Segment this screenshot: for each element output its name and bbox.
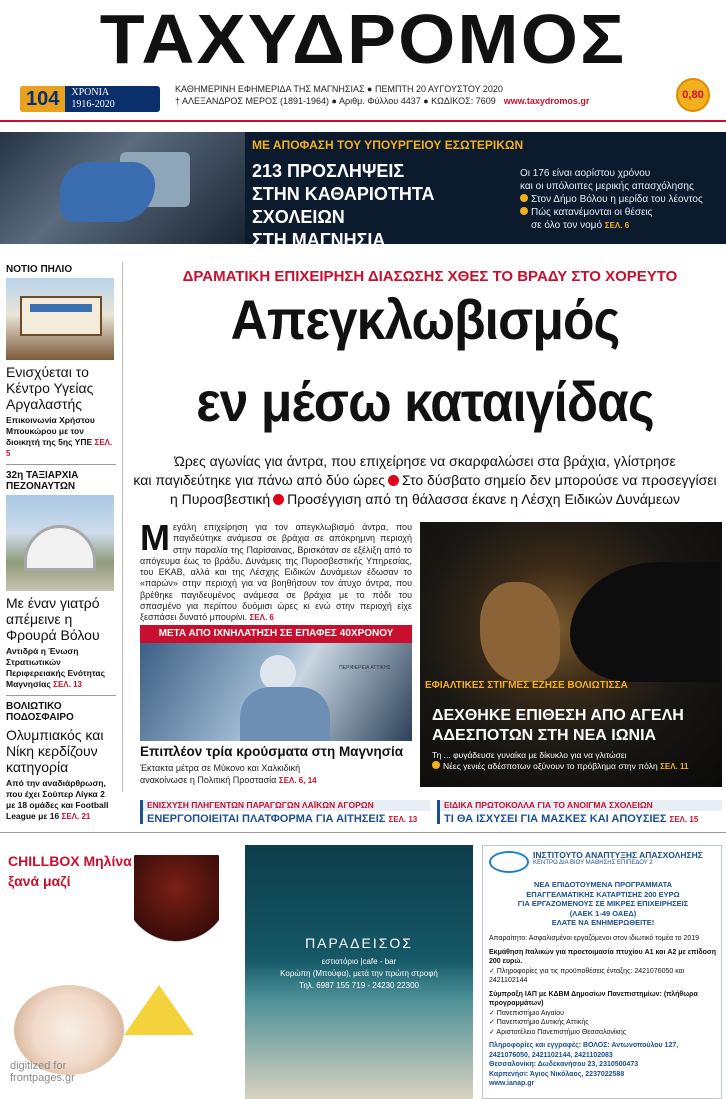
ianap-logo (489, 851, 529, 873)
covid-photo[interactable] (140, 643, 412, 741)
info-line-1: ΚΑΘΗΜΕΡΙΝΗ ΕΦΗΜΕΡΙΔΑ ΤΗΣ ΜΑΓΝΗΣΙΑΣ ● ΠΕΜΠΤΗ 20 ΑΥΓΟΥΣΤΟΥ 2020 (175, 84, 503, 94)
main-deck: Ώρες αγωνίας για άντρα, που επιχείρησε να σκαρφαλώσει στα βράχια, γλίστρησε και παγιδεύτηκε για πάνω από δύο ώρες Στο δύσβατο σημείο δεν μπορούσε να προσεγγίσει η Πυροσβεστική Προσέγγιση από τη θάλασσα έκανε η Λέσχη Ειδικών Δυνάμεων (133, 453, 717, 507)
bullet-icon (432, 761, 440, 769)
left-column: ΝΟΤΙΟ ΠΗΛΙΟ Ενισχύεται το Κέντρο Υγείας Αργαλαστής Επικοινωνία Χρήστου Μπουκώρου με τον διοικητή της 5ης ΥΠΕ ΣΕΛ. 5 32η ΤΑΞΙΑΡΧΙΑ ΠΕΖΟΝΑΥΤΩΝ Με έναν γιατρό απέμεινε η Φρουρά Βόλου Αντιδρά η Ένωση Στρατιωτικών Περιφερειακής Ενότητας Μαγνησίας ΣΕΛ. 13 ΒΟΛΙΩΤΙΚΟ ΠΟΔΟΣΦΑΙΡΟ Ολυμπιακός και Νίκη κερδίζουν κατηγορία Από την αναδιάρθρωση, που έχει Σούπερ Λίγκα 2 με 18 ομάδες και Football League με 16 ΣΕΛ. 21 (6, 264, 116, 822)
column-divider (122, 262, 123, 792)
divider (6, 695, 116, 696)
banner-side-text: Οι 176 είναι αορίστου χρόνου και οι υπόλοιπες μερικής απασχόλησης Στον Δήμο Βόλου η μερίδα του λέοντος Πώς κατανέμονται οι θέσεις σε όλο τον νομό ΣΕΛ. 6 (520, 168, 703, 231)
story-headline[interactable]: Με έναν γιατρό απέμεινε η Φρουρά Βόλου (6, 595, 100, 643)
paradeisos-ad[interactable]: ΠΑΡΑΔΕΙΣΟΣ εστιατόριο |cafe - bar Κορώπη (Μπούφα), μετά την πρώτη στροφή Τηλ. 6987 155 719 - 24230 22300 (245, 845, 473, 1099)
divider (6, 464, 116, 465)
bullet-icon (273, 494, 284, 505)
chillbox-ad[interactable]: CHILLBOX Μηλίνα ξανά μαζί digitized for frontpages.gr (4, 845, 229, 1099)
main-headline[interactable]: Απεγκλωβισμός εν μέσω καταιγίδας (196, 288, 654, 433)
dog-photo[interactable] (420, 522, 722, 787)
website-link[interactable]: www.taxydromos.gr (503, 96, 590, 106)
covid-kicker: ΜΕΤΑ ΑΠΟ ΙΧΝΗΛΑΤΗΣΗ ΣΕ ΕΠΑΦΕΣ 40ΧΡΟΝΟΥ (140, 625, 412, 643)
strip-market-platform[interactable]: ΕΝΙΣΧΥΣΗ ΠΛΗΓΕΝΤΩΝ ΠΑΡΑΓΩΓΩΝ ΛΑΪΚΩΝ ΑΓΟΡΩΝ ΕΝΕΡΓΟΠΟΙΕΙΤΑΙ ΠΛΑΤΦΟΡΜΑ ΓΙΑ ΑΙΤΗΣΕΙΣ ΣΕΛ. 13 (140, 800, 430, 824)
story-headline[interactable]: Ενισχύεται το Κέντρο Υγείας Αργαλαστής (6, 364, 94, 412)
covid-headline[interactable]: Επιπλέον τρία κρούσματα στη Μαγνησία (140, 744, 404, 759)
masthead-info (175, 83, 645, 107)
masthead-divider (0, 120, 726, 122)
main-body: Μεγάλη επιχείρηση για τον απεγκλωβισμό άντρα, που παγιδεύτηκε ανάμεσα σε βράχια σε απόκρημνη περιοχή στην παραλία της Παρίσαινας, Βρισκόταν σε εξέλιξη από το απόγευμα έως το βράδυ. Δυνάμεις της Πυροσβεστικής Υπηρεσίας, του ΕΚΑΒ, αλλά και της Λέσχης Ειδικών Δυνάμεων έδωσαν το «παρών» στην περιοχή για να βοηθήσουν τον άτυχο άντρα, που βρέθηκε παγιδευμένος ανάμεσα σε βράχια με το πόδι του σπασμένο για περίπου δυόμισι ώρες κι ενώ στην περιοχή είχε ξεσπάσει δυνατό μπουρίνι. ΣΕΛ. 6 (140, 517, 412, 623)
ianap-ad[interactable]: ΙΝΣΤΙΤΟΥΤΟ ΑΝΑΠΤΥΞΗΣ ΑΠΑΣΧΟΛΗΣΗΣ ΚΕΝΤΡΟ ΔΙΑ ΒΙΟΥ ΜΑΘΗΣΗΣ ΕΠΙΠΕΔΟΥ 2 ΝΕΑ ΕΠΙΔΟΤΟΥΜΕΝΑ ΠΡΟΓΡΑΜΜΑΤΑ ΕΠΑΓΓΕΛΜΑΤΙΚΗΣ ΚΑΤΑΡΤΙΣΗΣ 200 ΕΥΡΩ ΓΙΑ ΕΡΓΑΖΟΜΕΝΟΥΣ ΣΕ ΜΙΚΡΕΣ ΕΠΙΧΕΙΡΗΣΕΙΣ (ΛΑΕΚ 1-49 ΟΑΕΔ) ΕΛΑΤΕ ΝΑ ΕΝΗΜΕΡΩΘΕΙΤΕ! Απαραίτητο: Ασφαλισμένοι εργαζόμενοι στον ιδιωτικό τομέα το 2019 Εκμάθηση Ιταλικών για προετοιμασία πτυχίου A1 και A2 με επίδοση 200 ευρώ. ✓ Πληροφορίες για τις προϋποθέσεις ένταξης: 2421076050 και 2421102144 Σύμπραξη ΙΑΠ με ΚΔΒΜ Δημοσίων Πανεπιστημίων: (πλήθωρα προγραμμάτων) ✓ Πανεπιστήμιο Αιγαίου ✓ Πανεπιστήμιο Δυτικής Αττικής ✓ Αριστοτέλειο Πανεπιστήμιο Θεσσαλονίκης Πληροφορίες και εγγραφές: ΒΟΛΟΣ: Αντωνοπούλου 127, 2421076050, 2421102144, 2421102083 Θεσσαλονίκη: Δωδεκανήσου 23, 2310500473 Καρπενήσι: Άγιος Νικόλαος, 2237022588 www.ianap.gr (482, 845, 722, 1099)
covid-sub: Έκτακτα μέτρα σε Μύκονο και Χαλκιδική ανακοίνωσε η Πολιτική Προστασία ΣΕΛ. 6, 14 (140, 763, 317, 785)
photo-caption: ΠΕΡΙΦΕΡΕΙΑ ΑΤΤΙΚΗΣ (339, 665, 391, 671)
garrison-gate-photo (6, 495, 114, 591)
years-label: ΧΡΟΝΙΑ (71, 87, 110, 98)
years-number: 104 (20, 86, 65, 112)
dog-kicker: ΕΦΙΑΛΤΙΚΕΣ ΣΤΙΓΜΕΣ ΕΖΗΣΕ ΒΟΛΙΩΤΙΣΣΑ (425, 680, 628, 691)
section-label: 32η ΤΑΞΙΑΡΧΙΑ ΠΕΖΟΝΑΥΤΩΝ (6, 470, 79, 492)
section-label: ΒΟΛΙΩΤΙΚΟ ΠΟΔΟΣΦΑΙΡΟ (6, 701, 74, 723)
banner-headline[interactable]: 213 ΠΡΟΣΛΗΨΕΙΣ ΣΤΗΝ ΚΑΘΑΡΙΟΤΗΤΑ ΣΧΟΛΕΙΩΝ ΣΤΗ ΜΑΓΝΗΣΙΑ (252, 161, 435, 250)
cleaning-photo (0, 132, 245, 244)
pineapple-image (124, 985, 194, 1035)
masthead (0, 0, 726, 118)
dessert-image (134, 855, 219, 965)
newspaper-title: ΤΑΧΥΔΡΟΜΟΣ (99, 0, 627, 78)
watermark: digitized for frontpages.gr (10, 1060, 75, 1084)
health-center-photo (6, 278, 114, 360)
strip-school-protocols[interactable]: ΕΙΔΙΚΑ ΠΡΩΤΟΚΟΛΛΑ ΓΙΑ ΤΟ ΑΝΟΙΓΜΑ ΣΧΟΛΕΙΩΝ ΤΙ ΘΑ ΙΣΧΥΣΕΙ ΓΙΑ ΜΑΣΚΕΣ ΚΑΙ ΑΠΟΥΣΙΕΣ ΣΕΛ. 15 (437, 800, 722, 824)
bullet-icon (520, 207, 528, 215)
banner-kicker: ΜΕ ΑΠΟΦΑΣΗ ΤΟΥ ΥΠΟΥΡΓΕΙΟΥ ΕΣΩΤΕΡΙΚΩΝ (252, 138, 524, 152)
dropcap: Μ (140, 517, 170, 558)
dog-sub: Τη ... φυγάδευσε γυναίκα με δίκυκλο για να γλιτώσει Νέες γενιές αδέσποτων οξύνουν το πρόβλημα στην πόλη ΣΕΛ. 11 (432, 750, 689, 771)
info-line-2: † ΑΛΕΞΑΝΔΡΟΣ ΜΕΡΟΣ (1891-1964) ● Αριθμ. Φύλλου 4437 ● ΚΩΔΙΚΟΣ: 7609 (175, 96, 496, 106)
price-badge: 0,80 (676, 78, 710, 112)
ad-divider (0, 832, 726, 833)
bullet-icon (520, 194, 528, 202)
glove-shape (60, 162, 155, 222)
section-label: ΝΟΤΙΟ ΠΗΛΙΟ (6, 264, 73, 275)
bullet-icon (388, 475, 399, 486)
main-kicker: ΔΡΑΜΑΤΙΚΗ ΕΠΙΧΕΙΡΗΣΗ ΔΙΑΣΩΣΗΣ ΧΘΕΣ ΤΟ ΒΡΑΔΥ ΣΤΟ ΧΟΡΕΥΤΟ (182, 268, 678, 285)
years-range: 1916-2020 (71, 99, 115, 110)
story-headline[interactable]: Ολυμπιακός και Νίκη κερδίζουν κατηγορία (6, 727, 104, 775)
anniversary-badge (20, 86, 160, 112)
dog-headline[interactable]: ΔΕΧΘΗΚΕ ΕΠΙΘΕΣΗ ΑΠΟ ΑΓΕΛΗ ΑΔΕΣΠΟΤΩΝ ΣΤΗ ΝΕΑ ΙΩΝΙΑ (432, 707, 684, 744)
